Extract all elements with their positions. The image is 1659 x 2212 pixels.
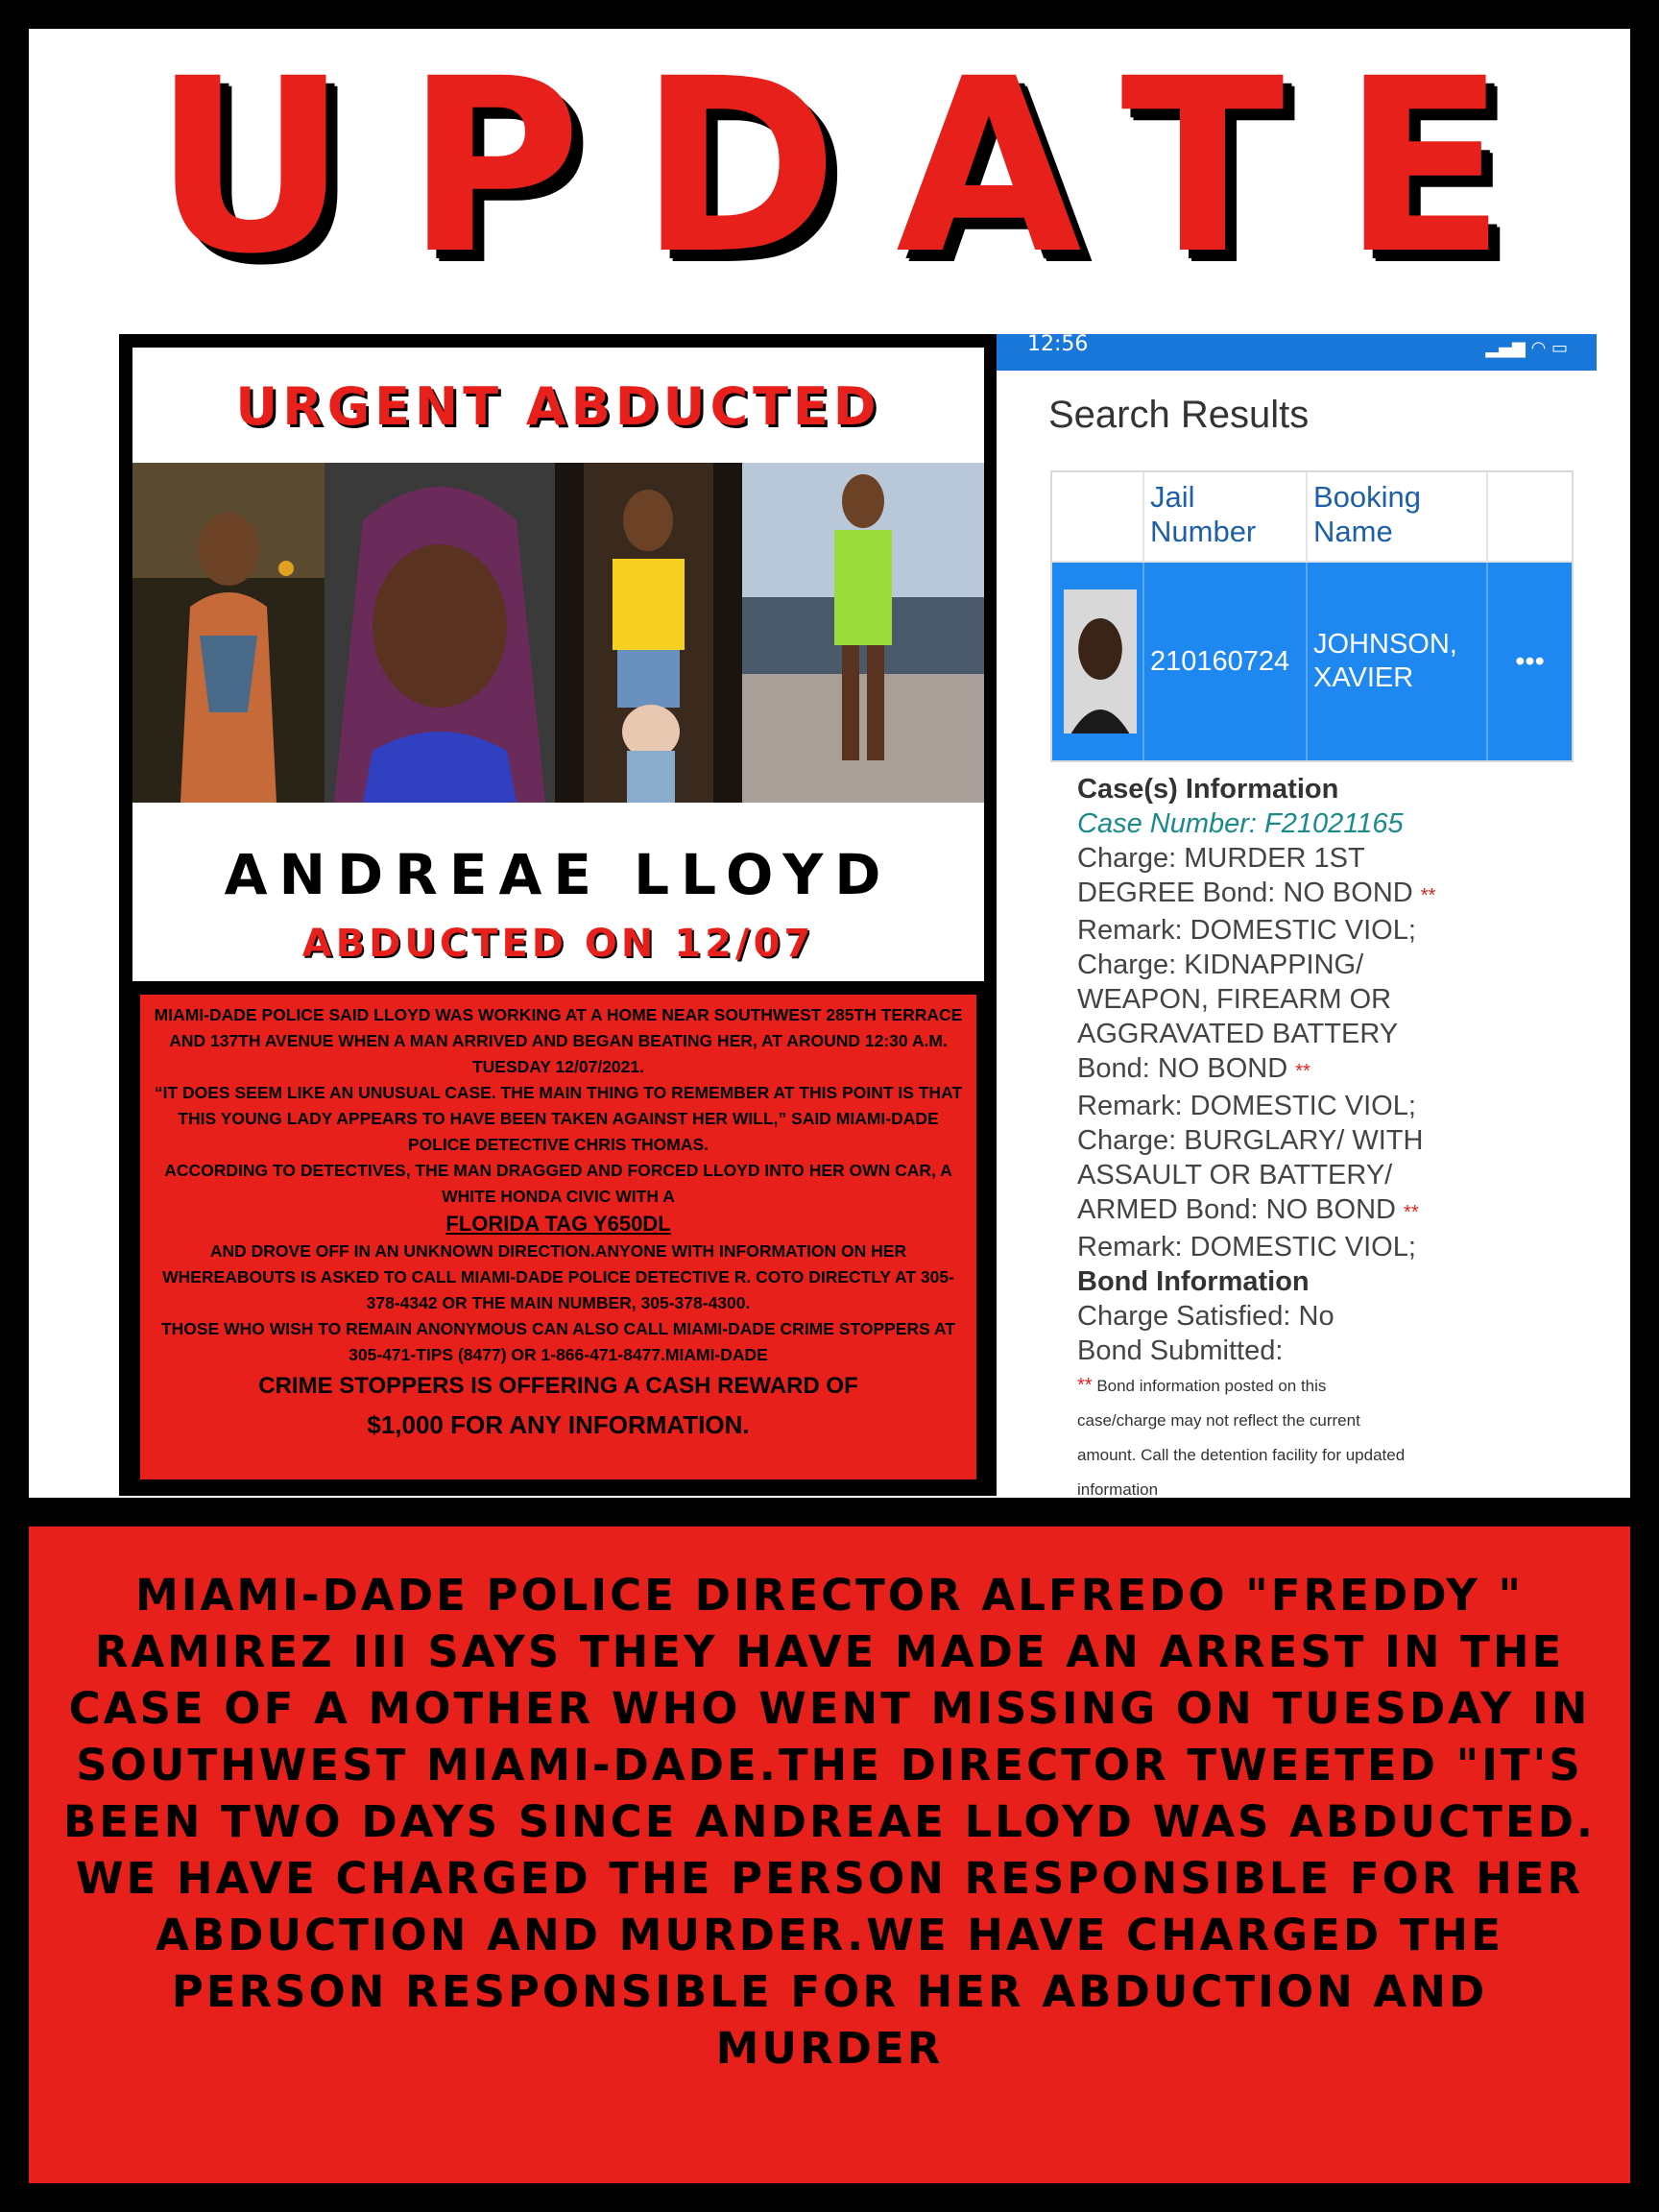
mugshot-cell <box>1052 563 1144 760</box>
photo-3 <box>555 463 742 803</box>
charge-line: Charge: MURDER 1ST <box>1077 843 1365 874</box>
charge-line: DEGREE Bond: NO BOND ** <box>1077 878 1436 908</box>
reward-line-2: $1,000 FOR ANY INFORMATION. <box>367 1410 750 1439</box>
charge-line: AGGRAVATED BATTERY <box>1077 1019 1399 1049</box>
bond-note: ** Bond information posted on this <box>1077 1375 1327 1396</box>
bond-note: case/charge may not reflect the current <box>1077 1411 1360 1430</box>
booking-name-header: Booking Name <box>1308 472 1488 561</box>
poster-details <box>140 995 976 1479</box>
charge-line: Charge: KIDNAPPING/ <box>1077 950 1364 980</box>
charge-line: Charge: BURGLARY/ WITH <box>1077 1125 1424 1156</box>
details-paragraph-3: ACCORDING TO DETECTIVES, THE MAN DRAGGED AND FORCED LLOYD INTO HER OWN CAR, A WHITE HONDA CIVIC WITH A <box>164 1161 952 1206</box>
jail-number-header: Jail Number <box>1144 472 1308 561</box>
announcement-text: MIAMI-DADE POLICE DIRECTOR ALFREDO "FREDDY " RAMIREZ III SAYS THEY HAVE MADE AN ARREST IN THE CASE OF A MOTHER WHO WENT MISSING ON TUESDAY IN SOUTHWEST MIAMI-DADE.THE DIRECTOR TWEETED "IT'S BEEN TWO DAYS SINCE ANDREAE LLOYD WAS ABDUCTED. WE HAVE CHARGED THE PERSON RESPONSIBLE FOR HER ABDUCTION AND MURDER.WE HAVE CHARGED THE PERSON RESPONSIBLE FOR HER ABDUCTION AND MURDER <box>62 1570 1597 2074</box>
details-paragraph-5: THOSE WHO WISH TO REMAIN ANONYMOUS CAN ALSO CALL MIAMI-DADE CRIME STOPPERS AT 305-471-TIPS (8477) OR 1-866-471-8477.MIAMI-DADE <box>160 1319 956 1364</box>
photo-2 <box>325 463 555 803</box>
more-options-icon[interactable]: ••• <box>1515 645 1545 677</box>
reward-line-1: CRIME STOPPERS IS OFFERING A CASH REWARD OF <box>258 1373 858 1399</box>
booking-name-cell: JOHNSON, XAVIER <box>1308 563 1488 760</box>
license-tag: FLORIDA TAG Y650DL <box>445 1212 671 1236</box>
photo-strip <box>132 463 984 803</box>
bond-note: information <box>1077 1480 1159 1496</box>
table-row[interactable] <box>1052 563 1572 760</box>
photo-4 <box>742 463 984 803</box>
charge-line: Bond: NO BOND ** <box>1077 1053 1310 1084</box>
arrest-announcement <box>29 1527 1630 2183</box>
charge-line: WEAPON, FIREARM OR <box>1077 984 1392 1015</box>
poster-heading: URGENT ABDUCTED <box>235 376 881 437</box>
table-header-row <box>1052 472 1572 563</box>
signal-wifi-battery-icon: ▂▄▆ ◠ ▭ <box>1485 338 1568 358</box>
bond-line: Charge Satisfied: No <box>1077 1301 1334 1332</box>
jail-number-cell: 210160724 <box>1144 563 1308 760</box>
bond-info-heading: Bond Information <box>1077 1266 1310 1297</box>
case-number: Case Number: F21021165 <box>1077 808 1404 839</box>
update-title: UPDATE <box>153 27 1564 306</box>
details-paragraph-4: AND DROVE OFF IN AN UNKNOWN DIRECTION.ANYONE WITH INFORMATION ON HER WHEREABOUTS IS ASKED TO CALL MIAMI-DADE POLICE DETECTIVE R. COTO DIRECTLY AT 305-378-4342 OR THE MAIN NUMBER, 305-378-4300. <box>162 1241 954 1312</box>
status-bar <box>997 334 1597 371</box>
case-info-heading: Case(s) Information <box>1077 774 1339 805</box>
missing-poster <box>119 334 998 1496</box>
photo-column-header <box>1052 472 1144 561</box>
results-table <box>1050 470 1574 762</box>
charge-line: ARMED Bond: NO BOND ** <box>1077 1194 1419 1225</box>
bond-note: amount. Call the detention facility for updated <box>1077 1446 1406 1464</box>
bond-line: Bond Submitted: <box>1077 1335 1284 1366</box>
status-time: 12:56 <box>1027 334 1089 356</box>
details-paragraph-1: MIAMI-DADE POLICE SAID LLOYD WAS WORKING AT A HOME NEAR SOUTHWEST 285TH TERRACE AND 137TH AVENUE WHEN A MAN ARRIVED AND BEGAN BEATING HER, AT AROUND 12:30 A.M. TUESDAY 12/07/2021. <box>154 1005 963 1076</box>
abduction-date: ABDUCTED ON 12/07 <box>301 922 815 966</box>
search-results-title: Search Results <box>1048 394 1310 436</box>
white-frame <box>29 29 1630 1498</box>
case-information <box>1077 772 1576 1496</box>
charge-line: ASSAULT OR BATTERY/ <box>1077 1160 1393 1190</box>
poster-header-area <box>132 348 984 981</box>
charge-line: Remark: DOMESTIC VIOL; <box>1077 1232 1416 1262</box>
charge-line: Remark: DOMESTIC VIOL; <box>1077 915 1416 946</box>
details-paragraph-2: “IT DOES SEEM LIKE AN UNUSUAL CASE. THE MAIN THING TO REMEMBER AT THIS POINT IS THAT THIS YOUNG LADY APPEARS TO HAVE BEEN TAKEN AGAINST HER WILL,” SAID MIAMI-DADE POLICE DETECTIVE CHRIS THOMAS. <box>154 1083 963 1154</box>
missing-person-name: ANDREAE LLOYD <box>224 842 893 907</box>
jail-search-screenshot <box>997 334 1597 1496</box>
mugshot-image <box>1064 589 1137 733</box>
charge-line: Remark: DOMESTIC VIOL; <box>1077 1091 1416 1121</box>
photo-1 <box>132 463 325 803</box>
actions-column-header <box>1488 472 1572 561</box>
